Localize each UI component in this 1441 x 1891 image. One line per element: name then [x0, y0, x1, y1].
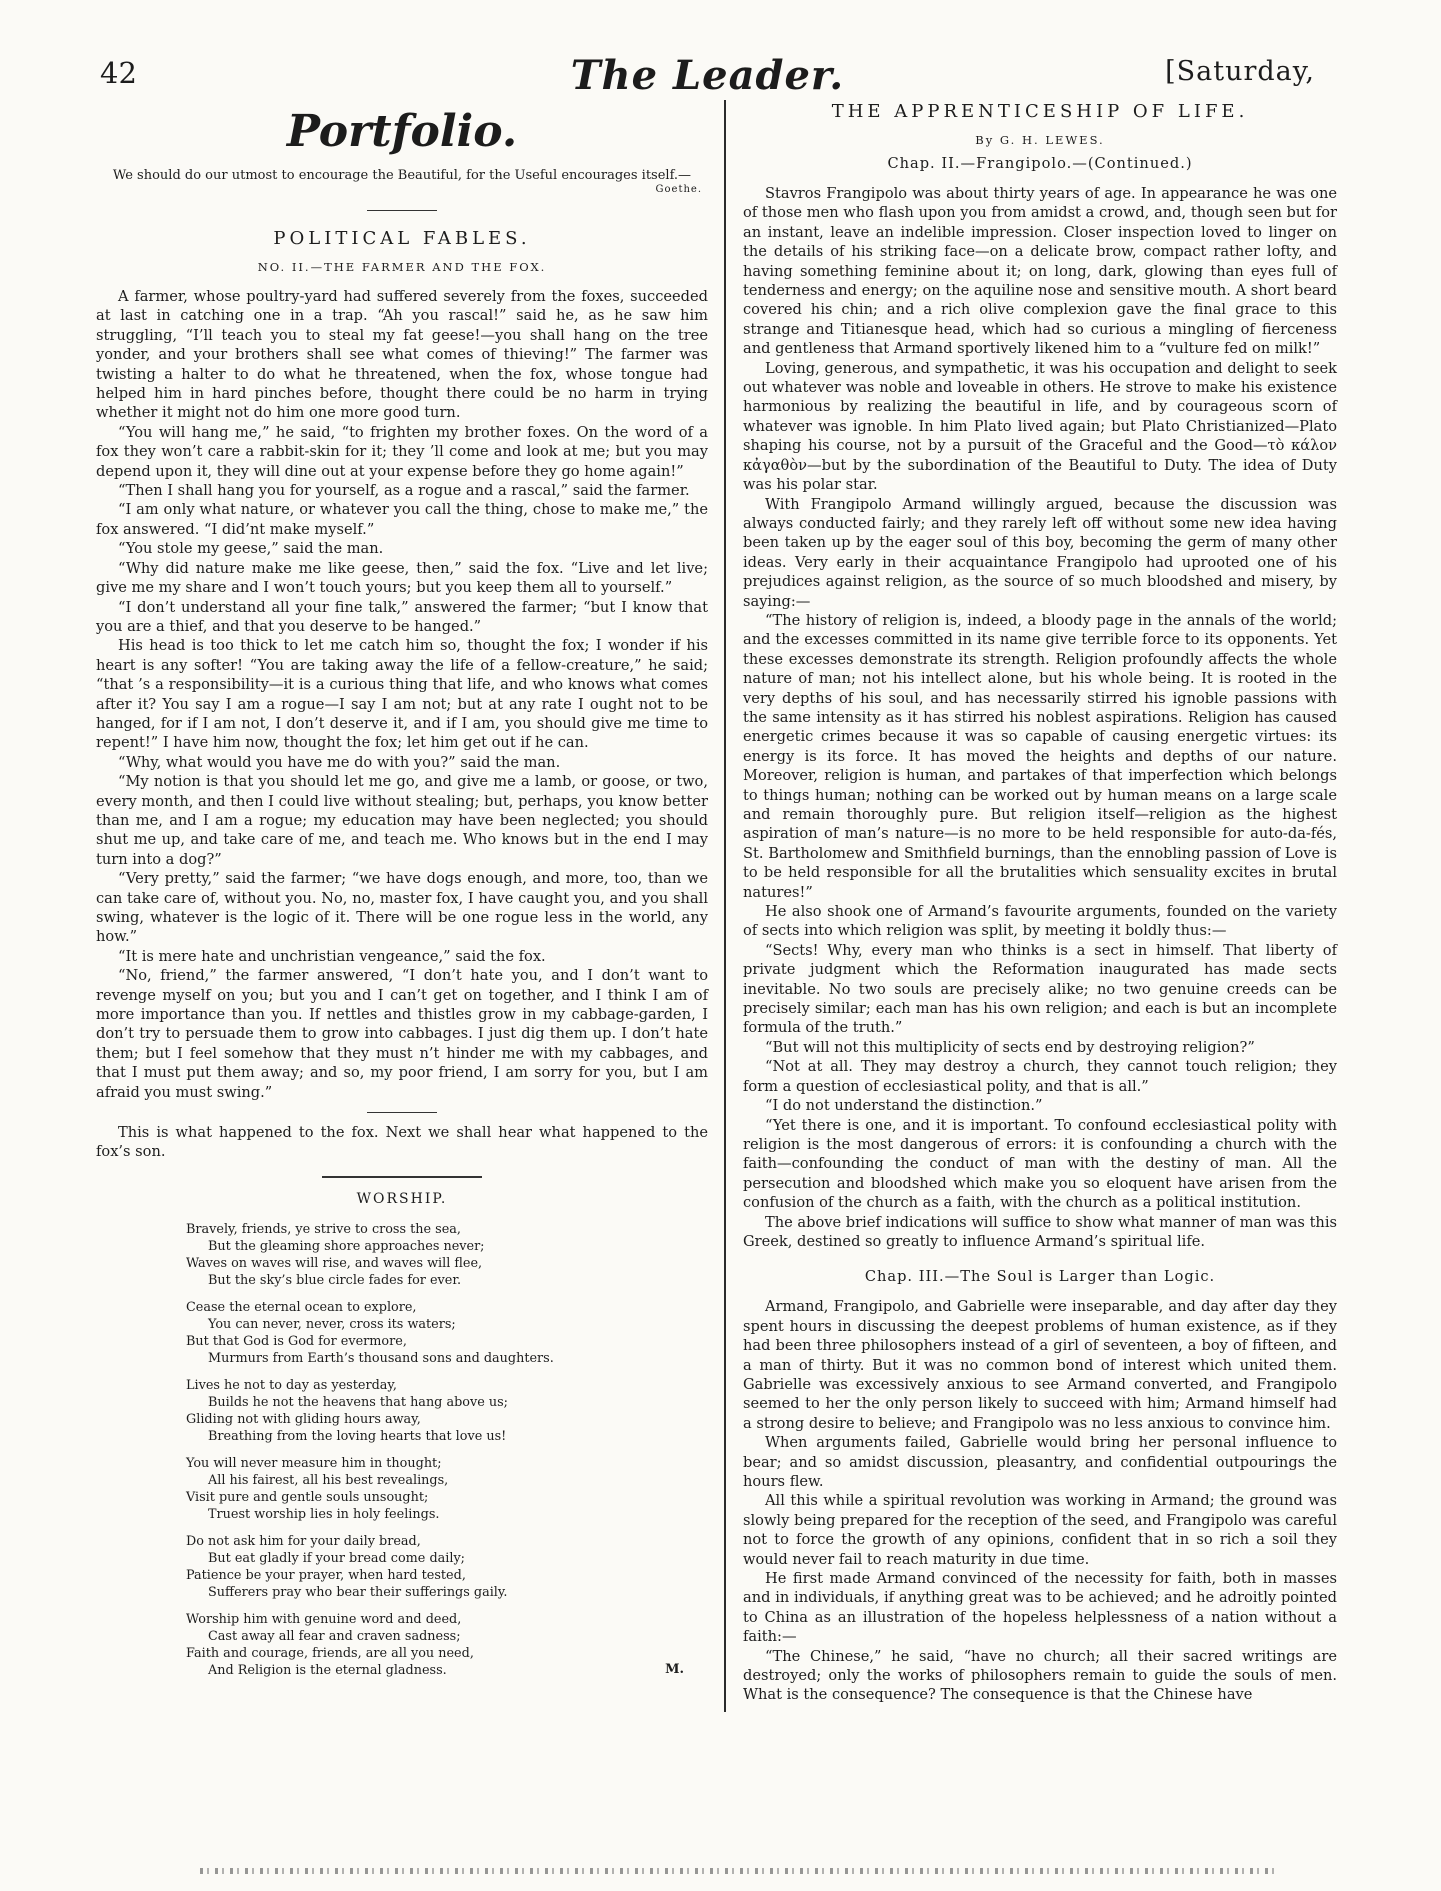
paragraph: He also shook one of Armand’s favourite arguments, founded on the variety of sects into which religion was split, by meeting it boldly thus:— [743, 903, 1337, 940]
paragraph: The above brief indications will suffice to show what manner of man was this Greek, destined so greatly to influence Armand’s spiritual life. [743, 1213, 1337, 1250]
paragraph: “Not at all. They may destroy a church, they cannot touch religion; they form a question of ecclesiastical polity, and that is all.” [743, 1058, 1337, 1095]
byline: By G. H. LEWES. [975, 133, 1105, 147]
poem-line: Lives he not to day as yesterday, [186, 1378, 397, 1394]
poem-line: Faith and courage, friends, are all you need, [186, 1646, 474, 1662]
right-column [743, 100, 1337, 1705]
paragraph: He first made Armand convinced of the necessity for faith, both in masses and in individuals, if anything great was to be achieved; and he adroitly pointed to China as an illustration of the hopeless helplessness of a nation without a faith:— [743, 1570, 1337, 1646]
article-title: THE APPRENTICESHIP OF LIFE. [831, 101, 1249, 122]
poem-stanza [186, 1377, 708, 1445]
paragraph: “You stole my geese,” said the man. [118, 540, 384, 558]
left-column [96, 100, 708, 1689]
paragraph: “It is mere hate and unchristian vengeance,” said the fox. [118, 947, 546, 965]
paragraph: “My notion is that you should let me go, and give me a lamb, or goose, or two, every month, and then I could live without stealing; but, perhaps, you know better than me, and I am a rogue; my education may have been neglected; you should shut me up, and take care of me, and teach me. Who knows but in the end I may turn into a dog?” [96, 773, 708, 868]
poem-line: Cease the eternal ocean to explore, [186, 1300, 417, 1316]
poem-line: Worship him with genuine word and deed, [186, 1612, 462, 1628]
poem-stanza [186, 1611, 708, 1679]
paragraph: “Why did nature make me like geese, then,” said the fox. “Live and let live; give me my share and I won’t touch yours; but you keep them all to yourself.” [96, 559, 708, 597]
poem-line: Do not ask him for your daily bread, [186, 1534, 421, 1550]
rule [367, 210, 437, 211]
chapter-heading: Chap. III.—The Soul is Larger than Logic. [864, 1268, 1216, 1286]
paragraph: When arguments failed, Gabrielle would bring her personal influence to bear; and so amidst discussion, pleasantry, and confidential outpourings the hours flew. [743, 1434, 1337, 1490]
poem-line: Sufferers pray who bear their sufferings gaily. [208, 1585, 508, 1601]
chapter-three-body [743, 1297, 1337, 1705]
poem-stanza [186, 1455, 708, 1523]
poem-line: Visit pure and gentle souls unsought; [186, 1490, 429, 1506]
paragraph: “Sects! Why, every man who thinks is a sect in himself. That liberty of private judgment which the Reformation inaugurated has made sects inevitable. No two souls are precisely alike; no two genuine creeds can be precisely similar; each man has his own religion; and each is but an incomplete formula of the truth.” [743, 941, 1337, 1037]
poem-line: But that God is God for evermore, [186, 1334, 407, 1350]
poem-line: Builds he not the heavens that hang above us; [208, 1395, 508, 1411]
paragraph: A farmer, whose poultry-yard had suffered severely from the foxes, succeeded at last in catching one in a trap. “Ah you rascal!” said he, as he saw him struggling, “I’ll teach you to steal my fat geese!—you shall hang on the tree yonder, and your brothers shall see what comes of thieving!” The farmer was twisting a halter to do what he threatened, when the fox, whose tongue had helped him in hard pinches before, thought there could be no harm in trying whether it might not do him one more good turn. [96, 288, 708, 422]
poem [96, 1221, 708, 1679]
poem-line: But the gleaming shore approaches never; [208, 1239, 485, 1255]
poem-line: All his fairest, all his best revealings, [208, 1473, 449, 1489]
paragraph: “Then I shall hang you for yourself, as a rogue and a rascal,” said the farmer. [118, 482, 690, 500]
paragraph: Armand, Frangipolo, and Gabrielle were inseparable, and day after day they spent hours in discussing the deepest problems of human existence, as if they had been three philosophers instead of a girl of seventeen, a boy of fifteen, and a man of thirty. But it was no common bond of interest which united them. Gabrielle was excessively anxious to see Armand converted, and Frangipolo seemed to her the only person likely to succeed with him; Armand himself had a strong desire to believe; and Frangipolo was no less anxious to convince him. [743, 1298, 1337, 1432]
motto-attribution: Goethe. [655, 184, 702, 195]
paragraph: Loving, generous, and sympathetic, it was his occupation and delight to seek out whatever was noble and loveable in others. He strove to make his existence harmonious by realizing the beautiful in life, and by courageous scorn of whatever was ignoble. In him Plato lived again; but Plato Christianized—Plato shaping his course, not by a pursuit of the Graceful and the Good—τὸ κάλον κἀγαθὸν—but by the subordination of the Beautiful to Duty. The idea of Duty was his polar star. [743, 359, 1337, 494]
poem-line: Cast away all fear and craven sadness; [208, 1629, 461, 1645]
rule [322, 1176, 482, 1178]
rule [367, 1112, 437, 1113]
fable-body [96, 287, 708, 1102]
poem-line: You will never measure him in thought; [186, 1456, 442, 1472]
fable-coda: This is what happened to the fox. Next we shall hear what happened to the fox’s son. [96, 1124, 708, 1161]
poem-line: Truest worship lies in holy feelings. [208, 1507, 440, 1523]
paragraph: With Frangipolo Armand willingly argued, because the discussion was always conducted fairly; and they rarely left off without some new idea having been taken up by the eager soul of this boy, becoming the germ of many other ideas. Very early in their acquaintance Frangipolo had uprooted one of his prejudices against religion, as the source of so much bloodshed and misery, by saying:— [743, 495, 1337, 610]
masthead [100, 52, 1315, 102]
poem-line: But the sky’s blue circle fades for ever. [208, 1273, 462, 1289]
paragraph: “I do not understand the distinction.” [765, 1097, 1043, 1115]
paragraph: “The Chinese,” he said, “have no church; all their sacred writings are destroyed; only the works of philosophers remain to guide the souls of men. What is the consequence? The consequence is that the Chinese have [743, 1647, 1337, 1704]
chapter-heading: Chap. II.—Frangipolo.—(Continued.) [887, 155, 1193, 172]
poem-signature: M. [665, 1661, 684, 1677]
poem-stanza [186, 1221, 708, 1289]
paragraph: His head is too thick to let me catch him so, thought the fox; I wonder if his heart is any softer! “You are taking away the life of a fellow-creature,” he said; “that ’s a responsibility—it is a curious thing that life, and who knows what comes after it? You say I am a rogue—I say I am not; but at any rate I ought not to be hanged, for if I am not, I don’t deserve it, and if I am, you should give me time to repent!” I have him now, thought the fox; let him get out if he can. [96, 637, 708, 752]
poem-line: Patience be your prayer, when hard tested, [186, 1568, 466, 1584]
poem-stanza [186, 1299, 708, 1367]
motto: We should do our utmost to encourage the Beautiful, for the Useful encourages itself.— [112, 168, 692, 183]
fables-title: POLITICAL FABLES. [273, 228, 531, 249]
issue-day: [Saturday, [1165, 56, 1315, 87]
paragraph: Stavros Frangipolo was about thirty years of age. In appearance he was one of those men who flash upon you from amidst a crowd, and, though seen but for an instant, leave an indelible impression. Closer inspection loved to linger on the details of his striking face—on a delicate brow, compact rather lofty, and having something feminine about it; on long, dark, glowing than eyes full of tenderness and energy; on the aquiline nose and sensitive mouth. A short beard covered his chin; and a rich olive complexion gave the final grace to this strange and Titianesque head, which had so curious a mingling of fierceness and gentleness that Armand sportively likened him to a “vulture fed on milk!” [743, 185, 1337, 358]
poem-line: Bravely, friends, ye strive to cross the sea, [186, 1222, 461, 1238]
column-divider [724, 100, 726, 1712]
poem-line: Waves on waves will rise, and waves will flee, [186, 1256, 483, 1272]
paragraph: “I don’t understand all your fine talk,” answered the farmer; “but I know that you are a thief, and that you deserve to be hanged.” [96, 598, 708, 635]
paragraph: “Why, what would you have me do with you?” said the man. [118, 753, 561, 771]
scan-edge-noise [200, 1868, 1280, 1874]
poem-stanza [186, 1533, 708, 1601]
poem-title: WORSHIP. [356, 1190, 448, 1207]
poem-line: But eat gladly if your bread come daily; [208, 1551, 465, 1567]
paragraph: “Very pretty,” said the farmer; “we have dogs enough, and more, too, than we can take care of, without you. No, no, master fox, I have caught you, and you shall swing, whatever is the logic of it. There will be one rogue less in the world, any how.” [96, 870, 708, 946]
paragraph: “But will not this multiplicity of sects end by destroying religion?” [765, 1038, 1255, 1056]
poem-line: Breathing from the loving hearts that love us! [208, 1429, 507, 1445]
newspaper-title: The Leader. [570, 52, 845, 99]
poem-line: And Religion is the eternal gladness. [208, 1663, 447, 1679]
section-title: Portfolio. [286, 106, 518, 157]
page-number: 42 [100, 56, 137, 90]
paragraph: “Yet there is one, and it is important. To confound ecclesiastical polity with religion is the most dangerous of errors: it is confounding a church with the faith—confounding the conduct of man with the destiny of man. All the persecution and bloodshed which make you so eloquent have arisen from the confusion of the church as a faith, with the church as a political institution. [743, 1116, 1337, 1212]
poem-line: Murmurs from Earth’s thousand sons and daughters. [208, 1351, 554, 1367]
paragraph: “No, friend,” the farmer answered, “I don’t hate you, and I don’t want to revenge myself on you; but you and I can’t get on together, and I think I am of more importance than you. If nettles and thistles grow in my cabbage-garden, I don’t try to persuade them to grow into cabbages. I just dig them up. I don’t hate them; but I feel somehow that they must n’t hinder me with my cabbages, and that I must put them away; and so, my poor friend, I am sorry for you, but I am afraid you must swing.” [96, 967, 708, 1101]
paragraph: All this while a spiritual revolution was working in Armand; the ground was slowly being prepared for the reception of the seed, and Frangipolo was careful not to force the growth of any opinions, confident that in so rich a soil they would never fail to reach maturity in due time. [743, 1492, 1337, 1568]
paragraph: “You will hang me,” he said, “to frighten my brother foxes. On the word of a fox they won’t care a rabbit-skin for it; they ’ll come and look at me; but you may depend upon it, they will dine out at your expense before they go home again!” [96, 423, 708, 480]
chapter-two-body [743, 184, 1337, 1251]
poem-line: You can never, never, cross its waters; [208, 1317, 456, 1333]
paragraph: “I am only what nature, or whatever you call the thing, chose to make me,” the fox answered. “I did’nt make myself.” [96, 501, 708, 538]
paragraph: “The history of religion is, indeed, a bloody page in the annals of the world; and the excesses committed in its name give terrible force to its opponents. Yet these excesses demonstrate its strength. Religion profoundly affects the whole nature of man; not his intellect alone, but his whole being. It is rooted in the very depths of his soul, and has necessarily stirred his ignoble passions with the same intensity as it has stirred his noblest aspirations. Religion has caused energetic crimes because it was so capable of causing energetic virtues: its energy is its force. It has moved the heights and depths of our nature. Moreover, religion is human, and partakes of that imperfection which belongs to things human; nothing can be worked out by human means on a large scale and remain thoroughly pure. But religion itself—religion as the highest aspiration of man’s nature—is no more to be held responsible for auto-da-fés, St. Bartholomew and Smithfield burnings, than the ennobling passion of Love is to be held responsible for all the brutalities which sensuality excites in brutal natures!” [743, 611, 1337, 901]
poem-line: Gliding not with gliding hours away, [186, 1412, 421, 1428]
fables-subtitle: NO. II.—THE FARMER AND THE FOX. [257, 260, 547, 274]
